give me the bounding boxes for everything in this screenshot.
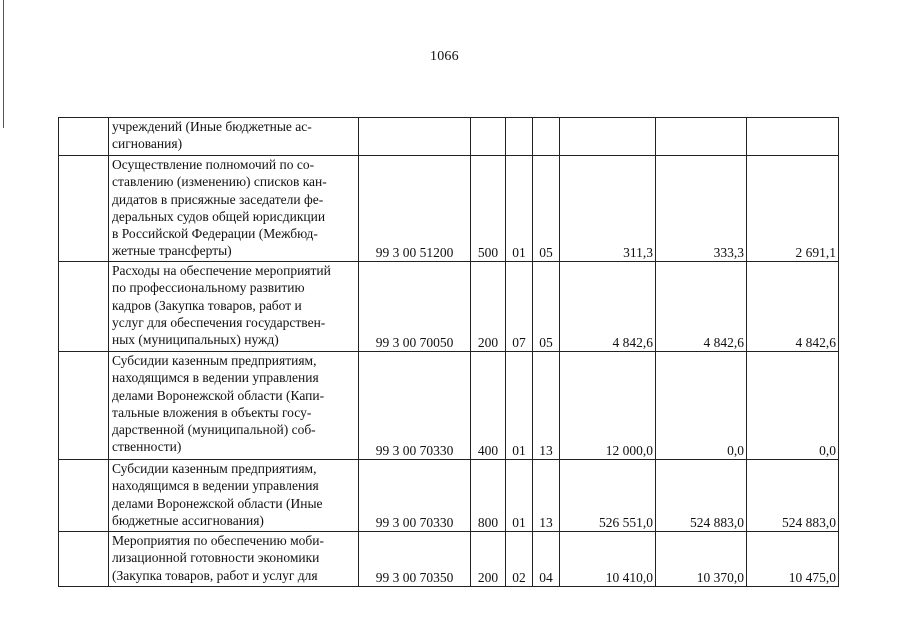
amount-3-cell: 10 475,0 [747, 532, 839, 587]
description-cell: учреждений (Иные бюджетные ас- сигнования) [109, 118, 359, 156]
amount-3-cell: 4 842,6 [747, 262, 839, 352]
pr-cell: 13 [533, 460, 560, 532]
rz-cell [506, 118, 533, 156]
amount-1-cell: 12 000,0 [560, 352, 656, 460]
table-row [59, 156, 839, 262]
description-cell: Субсидии казенным предприятиям, находящимся в ведении управления делами Воронежской области (Иные бюджетные ассигнования) [109, 460, 359, 532]
code-cell [359, 118, 471, 156]
pr-cell: 04 [533, 532, 560, 587]
amount-3-cell: 0,0 [747, 352, 839, 460]
table-row [59, 118, 839, 156]
amount-2-cell [656, 118, 747, 156]
table-body [59, 118, 839, 587]
amount-1-cell: 311,3 [560, 156, 656, 262]
rz-cell: 01 [506, 460, 533, 532]
vr-cell: 200 [471, 532, 506, 587]
amount-3-cell: 2 691,1 [747, 156, 839, 262]
code-cell: 99 3 00 70350 [359, 532, 471, 587]
amount-3-cell: 524 883,0 [747, 460, 839, 532]
page-number: 1066 [430, 49, 459, 64]
pr-cell: 05 [533, 262, 560, 352]
budget-table [58, 117, 839, 587]
code-cell: 99 3 00 70330 [359, 460, 471, 532]
pr-cell [533, 118, 560, 156]
number-cell [59, 532, 109, 587]
vr-cell: 200 [471, 262, 506, 352]
description-cell: Осуществление полномочий по со- ставлению (изменению) списков кан- дидатов в присяжные заседатели фе- деральных судов общей юрисдикции в Российской Федерации (Межбюд- жетные трансферты) [109, 156, 359, 262]
amount-2-cell: 0,0 [656, 352, 747, 460]
amount-2-cell: 4 842,6 [656, 262, 747, 352]
table-row [59, 262, 839, 352]
vr-cell: 500 [471, 156, 506, 262]
vr-cell: 400 [471, 352, 506, 460]
rz-cell: 01 [506, 156, 533, 262]
amount-1-cell: 10 410,0 [560, 532, 656, 587]
number-cell [59, 262, 109, 352]
number-cell [59, 460, 109, 532]
number-cell [59, 156, 109, 262]
table-row [59, 460, 839, 532]
pr-cell: 13 [533, 352, 560, 460]
pr-cell: 05 [533, 156, 560, 262]
rz-cell: 07 [506, 262, 533, 352]
description-cell: Субсидии казенным предприятиям, находящимся в ведении управления делами Воронежской области (Капи- тальные вложения в объекты госу- дарственной (муниципальной) соб- ственности) [109, 352, 359, 460]
description-cell: Мероприятия по обеспечению моби- лизационной готовности экономики (Закупка товаров, работ и услуг для [109, 532, 359, 587]
amount-2-cell: 524 883,0 [656, 460, 747, 532]
table-row [59, 352, 839, 460]
code-cell: 99 3 00 70050 [359, 262, 471, 352]
code-cell: 99 3 00 51200 [359, 156, 471, 262]
number-cell [59, 352, 109, 460]
amount-2-cell: 333,3 [656, 156, 747, 262]
vr-cell [471, 118, 506, 156]
page-edge-line [3, 0, 4, 128]
rz-cell: 02 [506, 532, 533, 587]
table-row [59, 532, 839, 587]
amount-1-cell: 526 551,0 [560, 460, 656, 532]
vr-cell: 800 [471, 460, 506, 532]
number-cell [59, 118, 109, 156]
amount-1-cell: 4 842,6 [560, 262, 656, 352]
rz-cell: 01 [506, 352, 533, 460]
amount-2-cell: 10 370,0 [656, 532, 747, 587]
description-cell: Расходы на обеспечение мероприятий по профессиональному развитию кадров (Закупка товаров, работ и услуг для обеспечения государствен- ных (муниципальных) нужд) [109, 262, 359, 352]
amount-3-cell [747, 118, 839, 156]
amount-1-cell [560, 118, 656, 156]
code-cell: 99 3 00 70330 [359, 352, 471, 460]
